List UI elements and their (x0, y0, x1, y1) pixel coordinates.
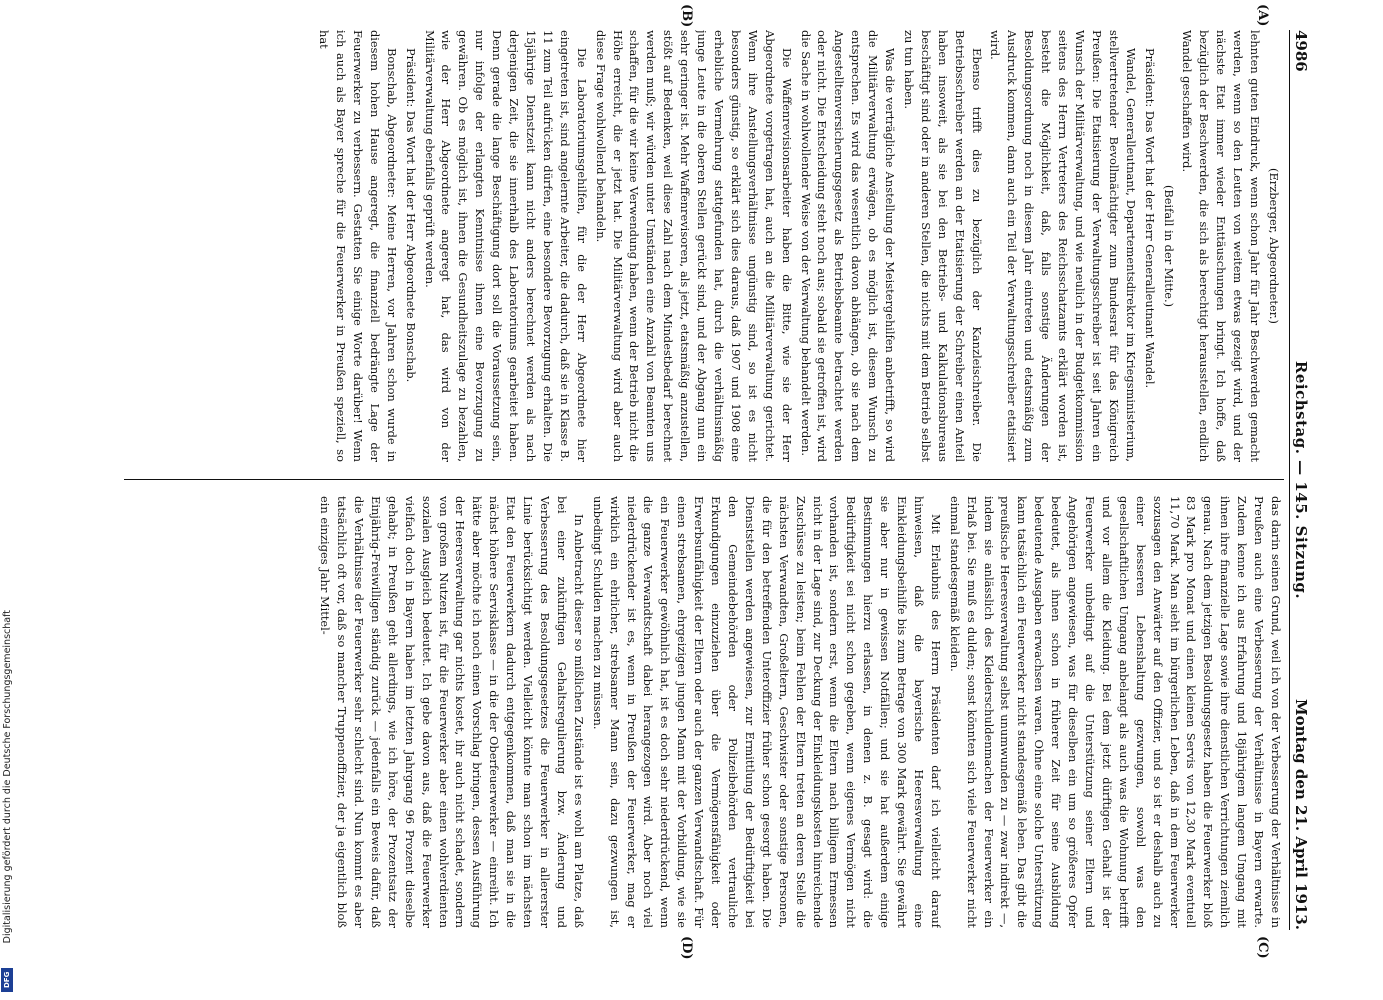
paragraph: das darin seinen Grund, weil ich von der Verbesserung der Verhältnisse in Preußen auch eine Verbesserung der Verhältnisse in Bayern erwarte. Zudem kenne ich aus Erfahrung und 18jährigem langem Umgang mit ihnen ihre finanzielle Lage sowie ihre dienstlichen Verrichtungen ziemlich genau. Nach dem jetzigen Besoldungsgesetz haben die Feuerwerker bloß 83 Mark pro Monat und einen kleinen Servis von 12,30 Mark eventuell 11,70 Mark. Man sieht im bürgerlichen Leben, daß in dem Feuerwerker sozusagen den Anwärter auf den Offizier, und so ist er deshalb auch zu einer besseren Lebenshaltung gezwungen, sowohl was den gesellschaftlichen Umgang anbelangt als auch was die Wohnung betrifft und vor allem die Kleidung. Bei dem jetzt dürftigen Gehalt ist der Feuerwerker unbedingt auf die Unterstützung seiner Eltern und Angehörigen angewiesen, was für dieselben ein um so größeres Opfer bedeutet, als ihnen schon in früherer Zeit für seine Ausbildung bedeutende Ausgaben erwachsen waren. Ohne eine solche Unterstützung kann tatsächlich ein Feuerwerker nicht standesgemäß leben. Das gibt die preußische Heeresverwaltung selbst unumwunden zu — zwar indirekt —, indem sie anlässlich des Kleiderschuldenmachen der Feuerwerker ein Erlaß bei. Sie muß es dulden; sonst könnten sich viele Feuerwerker nicht einmal standesgemäß kleiden. (947, 496, 1283, 928)
paragraph: Präsident: Das Wort hat der Herr Generalleutnant Wandel. (1142, 48, 1157, 389)
page-sheet (84, 4, 1314, 960)
paragraph: Ebenso trifft dies zu bezüglich der Kanzleischreiber. Die Betriebsschreiber werden an der Etatisierung der Schreiber einen Anteil haben insoweit, als sie bei den Betriebs- und Kalkulationsbureaus beschäftigt sind oder in anderen Stellen, die nichts mit dem Betrieb selbst zu tun haben. (901, 30, 984, 462)
paragraph: Präsident: Das Wort hat der Herr Abgeordnete Bonschab. (403, 48, 418, 383)
session-date: Montag den 21. April 1913. (1292, 699, 1310, 930)
dfg-logo: DFG (1, 968, 13, 992)
paragraph: Die Laboratoriumsgehilfen, für die der Herr Abgeordnete hier eingetreten ist, sind angelernte Arbeiter, die dadurch, daß sie in Klasse B. 11 zum Teil aufrücken dürfen, eine besondere Bevorzugung erhalten. Die 15jährige Dienstzeit kann nicht anders berechnet werden als nach derjenigen Zeit, die sie innerhalb des Laboratoriums gearbeitet haben. Denn gerade die lange Beschäftigung dort soll die Voraussetzung sein, nur infolge der erlangten Kenntnisse ihnen eine Bevorzugung zu gewähren. Ob es möglich ist, ihnen die Gesundheitszulage zu bezahlen, wie der Herr Abgeordnete angeregt hat, das wird von der Militärverwaltung ebenfalls geprüft werden. (422, 30, 589, 462)
margin-marker-d: (D) (679, 936, 694, 960)
page-header (1290, 30, 1314, 930)
paragraph: Die Waffenrevisionsarbeiter haben die Bitte, wie sie der Herr Abgeordnete vorgetragen hat, auch an die Militärverwaltung gerichtet. Wenn ihre Anstellungsverhältnisse ungünstig sind, so ist es nicht besonders günstig, so erklärt sich dies daraus, daß 1907 und 1908 eine erhebliche Vermehrung stattgefunden hat, durch die verhältnismäßig junge Leute in die oberen Stellen gerückt sind, und der Abgang nun ein sehr geringer ist. Mehr Waffenrevisoren, als jetzt, etatsmäßig anzustellen, stößt auf Bedenken, weil diese Zahl nach dem Mindestbedarf berechnet werden muß; wir würden unter Umständen eine Anzahl von Beamten uns schaffen, für die wir keine Verwendung haben, wenn der Betrieb nicht die Höhe erreicht, die er jetzt hat. Die Militärverwaltung wird aber auch diese Frage wohlwollend behandeln. (593, 30, 794, 462)
page-title: Reichstag. — 145. Sitzung. (1292, 360, 1310, 600)
footer-strip (0, 0, 14, 1000)
applause-note: (Beifall in der Mitte.) (1161, 184, 1176, 308)
paragraph: In Anbetracht dieser so mißlichen Zustände ist es wohl am Platze, daß bei einer zukünftigen Gehaltsregulierung bzw. Änderung und Verbesserung des Besoldungsgesetzes die Feuerwerker in allererster Linie berücksichtigt werden. Vielleicht könnte man schon im nächsten Etat den Feuerwerkern dadurch entgegenkommen, daß man sie in die nächst höhere Servisklasse — in die der Oberfeuerwerker — einreiht. Ich hätte aber möchte ich noch einen Vorschlag bringen, dessen Ausführung der Heeresverwaltung gar nichts kostet, ihr auch nicht schadet, sondern von großem Nutzen ist, für die Feuerwerker aber einen wohlverdienten sozialen Ausgleich bedeutet. Ich gebe davon aus, daß die Feuerwerker vielfach doch in Bayern haben im letzten Jahrgang 96 Prozent dieselbe gehabt; in Preußen geht allerdings, wie ich höre, der Prozentsatz der Einjährig-Freiwilligen ständig zurück — jedenfalls ein Beweis dafür, daß die Verhältnisse der Feuerwerker sehr schlecht sind. Nun kommt es aber tatsächlich oft vor, daß so mancher Truppenoffizier, der ja eigentlich bloß ein einziges Jahr Mittel- (318, 496, 586, 928)
left-column (104, 30, 1284, 462)
paragraph: Bonschab, Abgeordneter: Meine Herren, vor Jahren schon wurde in diesem hohen Hause angeregt, die finanziell bedrängte Lage der Feuerwerker zu verbessern. Gestatten Sie einige Worte darüber! Wenn ich auch als Bayer spreche für die Feuerwerker in Preußen speziell, so hat (317, 30, 399, 462)
column-divider (124, 479, 1284, 480)
page-number: 4986 (1292, 30, 1310, 72)
paragraph: Mit Erlaubnis des Herrn Präsidenten darf ich vielleicht darauf hinweisen, daß die bayerische Heeresverwaltung eine Einkleidungsbeihilfe bis zum Betrage von 300 Mark gewährt. Sie gewährt sie aber nur in gewissen Notfällen; und sie hat außerdem einige Bestimmungen hierzu erlassen, in denen z. B. gesagt wird: die Bedürftigkeit sei nicht schon gegeben, wenn eigenes Vermögen nicht vorhanden ist, sondern erst, wenn die Eltern nach billigem Ermessen nicht in der Lage sind, zur Deckung der Einkleidungskosten hinreichende Zuschüsse zu leisten; beim Fehlen der Eltern treten an deren Stelle die nächsten Verwandten, Großeltern, Geschwister oder sonstige Personen, die für den betreffenden Unteroffizier früher schon gesorgt haben. Die Dienststellen werden angewiesen, zur Ermittlung der Bedürftigkeit bei den Gemeindebehörden oder Polizeibehörden vertrauliche Erkundigungen einzuziehen über die Vermögensfähigkeit oder Erwerbsunfähigkeit der Eltern oder auch der ganzen Verwandtschaft. Für einen strebsamen, ehrgeizigen jungen Mann mit der Vorbildung, wie sie ein Feuerwerker gewöhnlich hat, ist es doch sehr niederdrückend, wenn die ganze Verwandtschaft dabei herangezogen wird. Aber noch viel niederdrückender ist es, wenn in Preußen der Feuerwerker, mag er wirklich ein ehrlicher, strebsamer Mann sein, dazu gezwungen ist, unbedingt Schulden machen zu müssen. (590, 496, 943, 928)
paragraph: Was die verträgliche Anstellung der Meistergehilfen anbetrifft, so wird die Militärverwaltung erwägen, ob es möglich ist, diesem Wunsch zu entsprechen. Es wird das wesentlich davon abhängen, ob sie nach dem Angestelltenversicherungsgesetz als Betriebsbeamte betrachtet werden oder nicht. Die Entscheidung steht noch aus; sobald sie getroffen ist, wird die Sache in wohlwollender Weise von der Verwaltung behandelt werden. (798, 30, 898, 462)
margin-marker-a: (A) (1255, 4, 1270, 27)
right-column (104, 496, 1284, 928)
header-rule (1289, 30, 1290, 930)
paragraph: Wandel, Generalleutnant, Departementsdirektor im Kriegsministerium, stellvertretender Bevollmächtigter zum Bundesrat für das Königreich Preußen: Die Etatisierung der Verwaltungsschreiber ist seit Jahren ein Wunsch der Militärverwaltung, und wie neulich in der Budgetkommission seitens des Herrn Vertreters des Reichsschatzamts erklärt worden ist, besteht die Möglichkeit, daß, falls sonstige Änderungen der Besoldungsordnung noch in diesem Jahr eintreten und etatsmäßig zum Ausdruck kommen, dann auch ein Teil der Verwaltungsschreiber etatisiert wird. (988, 30, 1138, 462)
margin-marker-c: (C) (1255, 936, 1270, 959)
margin-marker-b: (B) (679, 4, 694, 28)
paragraph: (Erzberger, Abgeordneter.) (1267, 168, 1281, 324)
paragraph: lehnten guten Eindruck, wenn schon Jahr für Jahr Beschwerden gemacht werden, wenn so den Leuten von weitem etwas gezeigt wird, und der nächste Etat immer wieder Enttäuschungen bringt. Ich hoffe, daß bezüglich der Beschwerden, die sich als berechtigt herausstellen, endlich Wandel geschaffen wird. (1180, 30, 1263, 462)
funding-note: Digitalisierung gefördert durch die Deutsche Forschungsgemeinschaft (2, 610, 13, 944)
